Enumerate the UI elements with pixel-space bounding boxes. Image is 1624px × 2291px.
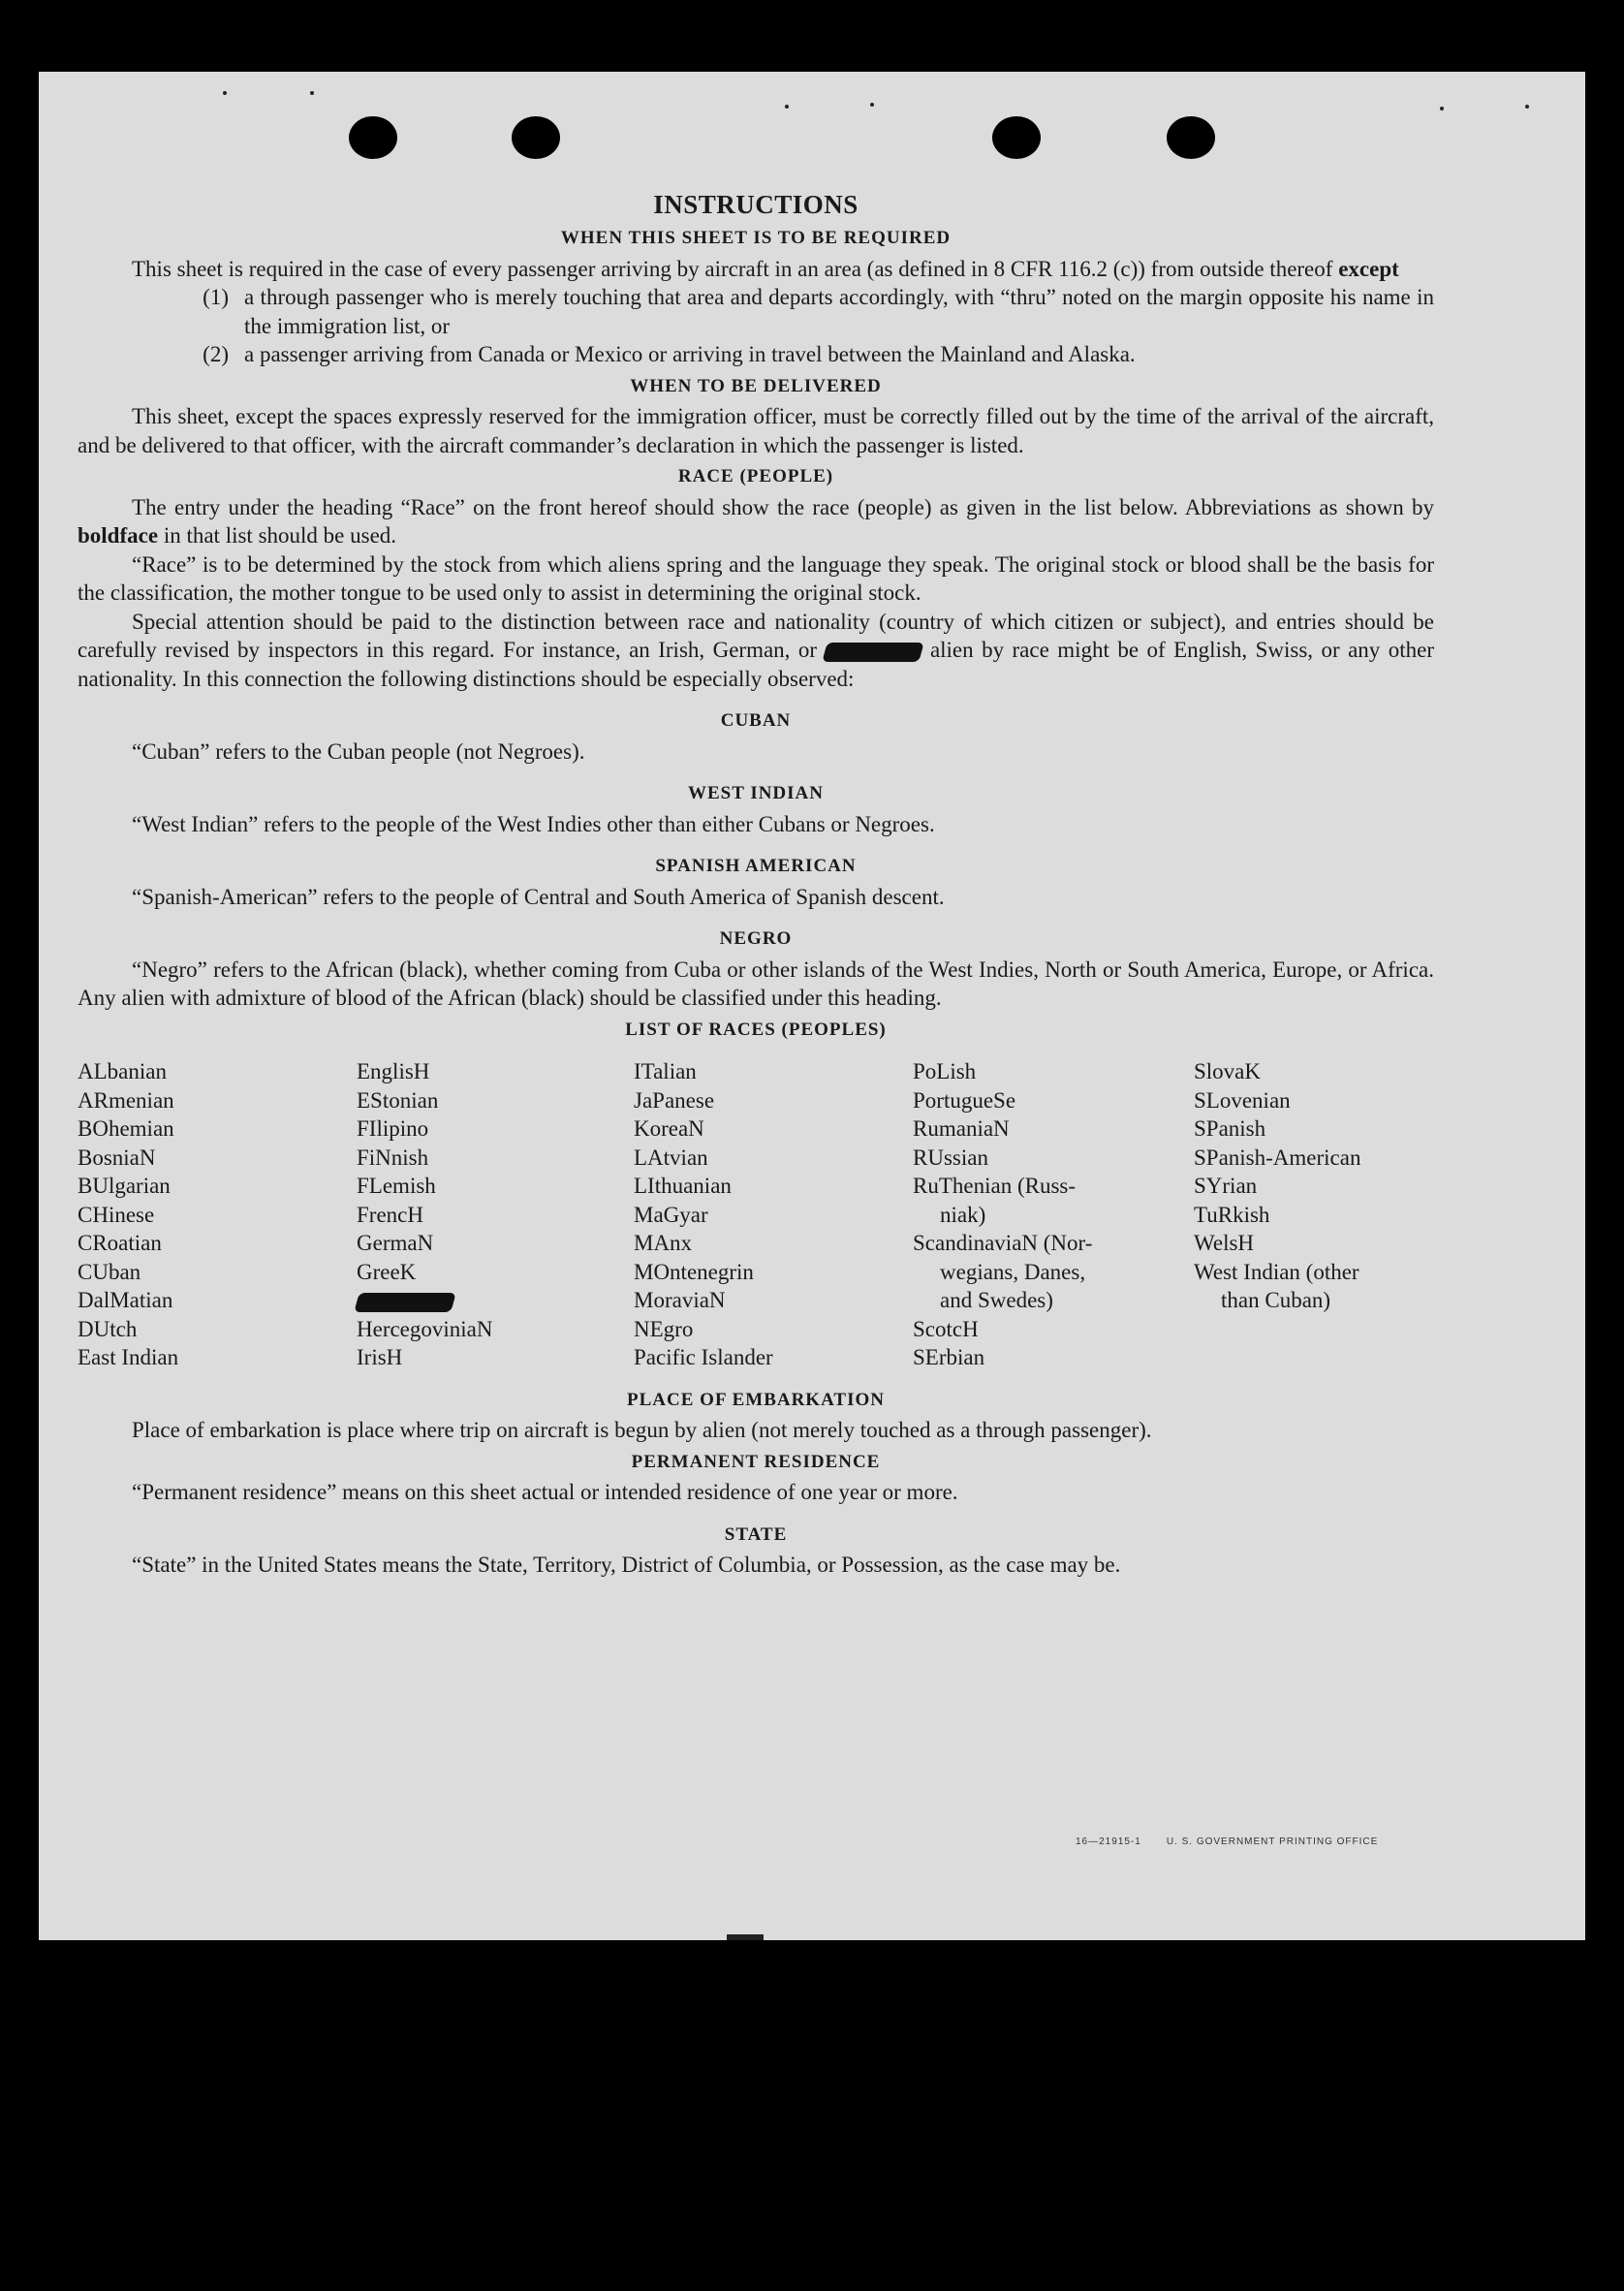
paragraph: “Race” is to be determined by the stock from which aliens spring and the language they speak. The original stock or blood shall be the basis for the classification, the mother tongue to be used only to assist in determining the original stock.: [78, 551, 1434, 605]
redaction-mark: [823, 643, 924, 662]
race-entry: KoreaN: [634, 1116, 704, 1141]
race-entry: CHinese: [78, 1202, 155, 1227]
race-entry: ALbanian: [78, 1059, 167, 1083]
punch-hole: [512, 116, 560, 159]
punch-hole: [349, 116, 397, 159]
speck: [310, 91, 314, 95]
edge-mark: [727, 1934, 764, 1940]
race-entry: Pacific Islander: [634, 1345, 773, 1369]
paragraph: Place of embarkation is place where trip on aircraft is begun by alien (not merely touched as a through passenger).: [132, 1418, 1152, 1442]
list-text: a passenger arriving from Canada or Mexico or arriving in travel between the Mainland and Alaska.: [244, 342, 1136, 366]
race-entry: LIthuanian: [634, 1174, 732, 1198]
paragraph: “West Indian” refers to the people of the West Indies other than either Cubans or Negroes.: [132, 811, 935, 836]
race-entry: SLovenian: [1194, 1087, 1291, 1113]
race-entry: LAtvian: [634, 1145, 708, 1170]
list-item: [78, 283, 1434, 340]
section-heading: LIST OF RACES (PEOPLES): [625, 1019, 887, 1040]
race-entry: DUtch: [78, 1316, 138, 1341]
race-entry: SPanish-American: [1194, 1145, 1361, 1170]
page-title: INSTRUCTIONS: [653, 190, 859, 219]
race-entry: MAnx: [634, 1231, 693, 1255]
race-entry: PoLish: [913, 1059, 977, 1083]
speck: [1525, 105, 1529, 109]
list-number: (1): [203, 285, 229, 309]
race-entry: East Indian: [78, 1345, 179, 1369]
section-heading: PERMANENT RESIDENCE: [631, 1451, 881, 1472]
race-entry: niak): [940, 1202, 986, 1227]
speck: [1440, 107, 1444, 110]
paragraph: [78, 493, 1434, 550]
race-entry: WelsH: [1194, 1231, 1255, 1255]
race-entry: GermaN: [357, 1231, 434, 1255]
race-entry: ITalian: [634, 1059, 697, 1083]
text: Special attention should be paid to the distinction between race and nationality (country of which citizen or subject), and entries should be carefully revised by inspectors in this regard. For instance, an Irish, German, or: [78, 609, 1434, 662]
text: This sheet is required in the case of every passenger arriving by aircraft in an area (as defined in 8 CFR 116.2 (c)) from outside thereof: [132, 256, 1339, 281]
form-number: 16—21915-1: [1076, 1836, 1141, 1847]
paragraph: “State” in the United States means the State, Territory, District of Columbia, or Possession, as the case may be.: [132, 1553, 1121, 1577]
race-entry: GreeK: [357, 1259, 417, 1284]
race-entry: HercegoviniaN: [357, 1316, 493, 1341]
race-entry: [1194, 1315, 1434, 1344]
section-heading: WHEN THIS SHEET IS TO BE REQUIRED: [560, 228, 952, 248]
race-entry: DalMatian: [78, 1288, 173, 1312]
race-entry: JaPanese: [634, 1087, 715, 1113]
section-heading: NEGRO: [719, 928, 793, 949]
section-heading: WEST INDIAN: [688, 783, 824, 803]
paragraph: “Permanent residence” means on this sheet actual or intended residence of one year or more.: [132, 1480, 958, 1504]
race-entry: EStonian: [357, 1087, 439, 1113]
redacted-race-entry: [357, 1286, 634, 1315]
redaction-mark: [354, 1293, 455, 1312]
paragraph: This sheet, except the spaces expressly reserved for the immigration officer, must be correctly filled out by the time of the arrival of the aircraft, and be delivered to that officer, with the aircraft commander’s declaration in which the passenger is listed.: [78, 404, 1434, 457]
race-entry: FIlipino: [357, 1116, 429, 1141]
race-entry: SYrian: [1194, 1174, 1258, 1198]
race-entry: FiNnish: [357, 1145, 429, 1170]
text: alien by race might be of English, Swiss, or any other nationality. In this connection the following distinctions should be especially observed:: [78, 638, 1435, 691]
race-entry: ARmenian: [78, 1087, 174, 1113]
race-entry: ScandinaviaN (Nor-: [913, 1231, 1093, 1255]
section-heading: PLACE OF EMBARKATION: [627, 1389, 885, 1410]
paragraph: [78, 608, 1434, 694]
section-heading: CUBAN: [720, 710, 792, 731]
paragraph: “Spanish-American” refers to the people of Central and South America of Spanish descent.: [132, 884, 945, 909]
section-heading: SPANISH AMERICAN: [655, 856, 857, 876]
bold-text: boldface: [78, 523, 159, 548]
race-entry: BOhemian: [78, 1116, 174, 1141]
print-footer: [1076, 1836, 1403, 1847]
paragraph: “Negro” refers to the African (black), whether coming from Cuba or other islands of the West Indies, North or South America, Europe, or Africa. Any alien with admixture of blood of the African (black) should be classified under this heading.: [78, 957, 1434, 1010]
race-entry: RuThenian (Russ-: [913, 1174, 1077, 1198]
races-list: [78, 1057, 1434, 1372]
paragraph: [78, 255, 1434, 284]
race-entry: TuRkish: [1194, 1202, 1270, 1227]
list-text: a through passenger who is merely touching that area and departs accordingly, with “thru” noted on the margin opposite his name in the immigration list, or: [244, 285, 1434, 338]
section-heading: RACE (PEOPLE): [677, 466, 834, 486]
instructions-content: [78, 188, 1434, 1580]
race-entry: BUlgarian: [78, 1174, 171, 1198]
race-entry: BosniaN: [78, 1145, 156, 1170]
printer-credit: U. S. GOVERNMENT PRINTING OFFICE: [1166, 1836, 1379, 1847]
race-entry: RUssian: [913, 1145, 988, 1170]
race-entry: wegians, Danes,: [940, 1259, 1086, 1284]
race-entry: SPanish: [1194, 1116, 1266, 1141]
race-entry: IrisH: [357, 1345, 403, 1369]
list-item: [78, 340, 1434, 369]
race-entry: SErbian: [913, 1345, 985, 1369]
list-number: (2): [203, 342, 229, 366]
race-entry: FrencH: [357, 1202, 423, 1227]
text: in that list should be used.: [158, 523, 397, 548]
race-entry: NEgro: [634, 1316, 694, 1341]
section-heading: STATE: [724, 1523, 788, 1545]
race-entry: ScotcH: [913, 1316, 979, 1341]
section-heading: WHEN TO BE DELIVERED: [630, 375, 882, 396]
paragraph: “Cuban” refers to the Cuban people (not Negroes).: [132, 738, 585, 764]
race-entry: MoraviaN: [634, 1288, 726, 1312]
speck: [223, 91, 227, 95]
speck: [870, 103, 874, 107]
punch-hole: [992, 116, 1041, 159]
race-entry: CRoatian: [78, 1231, 162, 1255]
document-sheet: [39, 72, 1585, 1940]
race-entry: than Cuban): [1221, 1288, 1331, 1312]
race-entry: MaGyar: [634, 1202, 708, 1227]
punch-hole: [1167, 116, 1215, 159]
race-entry: PortugueSe: [913, 1087, 1016, 1113]
race-entry: MOntenegrin: [634, 1259, 754, 1284]
race-entry: [1194, 1343, 1434, 1372]
race-entry: EnglisH: [357, 1059, 430, 1083]
race-entry: and Swedes): [940, 1288, 1053, 1312]
race-entry: RumaniaN: [913, 1116, 1010, 1141]
race-entry: SlovaK: [1194, 1059, 1261, 1083]
race-entry: FLemish: [357, 1174, 436, 1198]
text: The entry under the heading “Race” on the front hereof should show the race (people) as given in the list below. Abbreviations as shown by: [132, 494, 1434, 519]
speck: [785, 105, 789, 109]
bold-text: except: [1338, 256, 1399, 281]
race-entry: West Indian (other: [1194, 1259, 1359, 1284]
race-entry: CUban: [78, 1259, 141, 1284]
